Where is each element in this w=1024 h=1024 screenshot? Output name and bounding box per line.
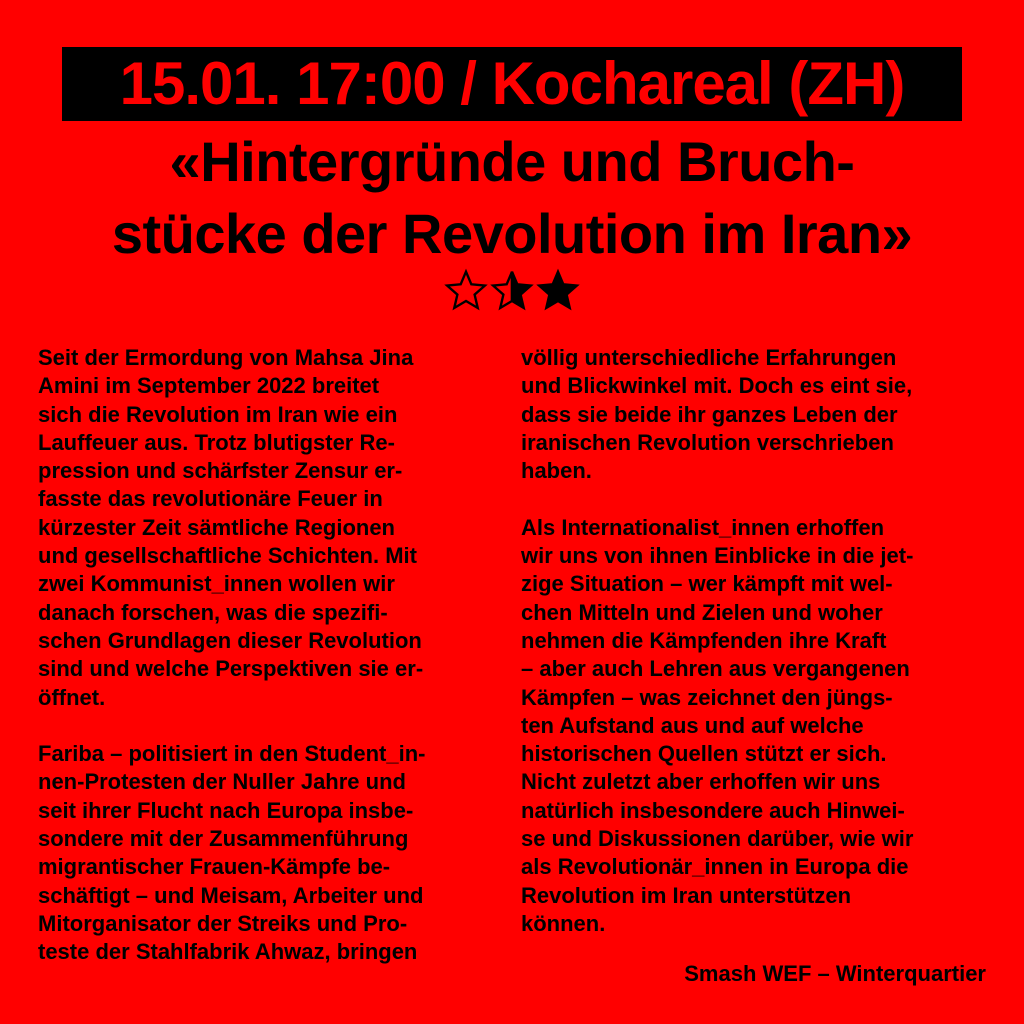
body-text-line: Revolution im Iran unterstützen bbox=[521, 882, 852, 908]
body-text-line: teste der Stahlfabrik Ahwaz, bringen bbox=[38, 939, 418, 965]
body-text-line: dass sie beide ihr ganzes Leben der bbox=[521, 401, 898, 427]
star-half-icon bbox=[490, 268, 534, 312]
star-outline-icon bbox=[444, 268, 488, 312]
event-title bbox=[0, 126, 1024, 270]
body-text-line: öffnet. bbox=[38, 684, 106, 710]
body-text-left-column bbox=[38, 344, 425, 967]
signature: Smash WEF – Winterquartier bbox=[684, 961, 986, 986]
body-text-line: schäftigt – und Meisam, Arbeiter und bbox=[38, 882, 424, 908]
body-text-right-column bbox=[521, 344, 913, 938]
body-text-line: kürzester Zeit sämtliche Regionen bbox=[38, 514, 395, 540]
body-text-line: Mitorganisator der Streiks und Pro- bbox=[38, 910, 408, 936]
date-location-banner bbox=[62, 47, 962, 121]
body-text-line: iranischen Revolution verschrieben bbox=[521, 429, 894, 455]
event-title-line-1: «Hintergründe und Bruch- bbox=[169, 130, 855, 193]
body-text-line: völlig unterschiedliche Erfahrungen bbox=[521, 345, 897, 370]
body-text-line: zwei Kommunist_innen wollen wir bbox=[38, 571, 395, 597]
body-text-line: sondere mit der Zusammenführung bbox=[38, 826, 409, 852]
body-text-line: und Blickwinkel mit. Doch es eint sie, bbox=[521, 373, 913, 399]
body-text-line: migrantischer Frauen-Kämpfe be- bbox=[38, 854, 391, 880]
body-text-line: seit ihrer Flucht nach Europa insbe- bbox=[38, 797, 414, 823]
body-text-line: Kämpfen – was zeichnet den jüngs- bbox=[521, 684, 893, 710]
body-text-line: haben. bbox=[521, 458, 592, 484]
body-text-line: danach forschen, was die spezifi- bbox=[38, 599, 388, 625]
body-text-line: chen Mitteln und Zielen und woher bbox=[521, 599, 883, 625]
body-text-line: Nicht zuletzt aber erhoffen wir uns bbox=[521, 769, 881, 795]
body-text-line: Seit der Ermordung von Mahsa Jina bbox=[38, 345, 414, 370]
star-filled-icon bbox=[536, 268, 580, 312]
body-text-line: schen Grundlagen dieser Revolution bbox=[38, 627, 422, 653]
star-row bbox=[0, 268, 1024, 312]
paragraph-gap bbox=[521, 485, 913, 513]
body-text-line: nen-Protesten der Nuller Jahre und bbox=[38, 769, 406, 795]
body-text-line: als Revolutionär_innen in Europa die bbox=[521, 854, 909, 880]
body-text-line: – aber auch Lehren aus vergangenen bbox=[521, 656, 910, 682]
paragraph-gap bbox=[38, 712, 425, 740]
body-text-line: zige Situation – wer kämpft mit wel- bbox=[521, 571, 893, 597]
body-text-line: se und Diskussionen darüber, wie wir bbox=[521, 826, 914, 852]
body-text-line: Fariba – politisiert in den Student_in- bbox=[38, 741, 426, 767]
event-title-line-2: stücke der Revolution im Iran» bbox=[111, 202, 913, 265]
body-text-line: können. bbox=[521, 910, 606, 936]
body-text-line: und gesellschaftliche Schichten. Mit bbox=[38, 543, 417, 569]
body-text-line: Lauffeuer aus. Trotz blutigster Re- bbox=[38, 429, 395, 455]
body-text-line: wir uns von ihnen Einblicke in die jet- bbox=[521, 543, 914, 569]
body-text-line: sich die Revolution im Iran wie ein bbox=[38, 401, 398, 427]
body-text-line: ten Aufstand aus und auf welche bbox=[521, 712, 864, 738]
body-text-line: sind und welche Perspektiven sie er- bbox=[38, 656, 424, 682]
body-text-line: pression und schärfster Zensur er- bbox=[38, 458, 403, 484]
body-text-line: Amini im September 2022 breitet bbox=[38, 373, 380, 399]
body-text-line: nehmen die Kämpfenden ihre Kraft bbox=[521, 627, 887, 653]
body-text-line: fasste das revolutionäre Feuer in bbox=[38, 486, 383, 512]
date-location-text: 15.01. 17:00 / Kochareal (ZH) bbox=[119, 50, 905, 117]
body-text-line: Als Internationalist_innen erhoffen bbox=[521, 514, 885, 540]
body-text-line: natürlich insbesondere auch Hinwei- bbox=[521, 797, 905, 823]
body-text-line: historischen Quellen stützt er sich. bbox=[521, 741, 887, 767]
